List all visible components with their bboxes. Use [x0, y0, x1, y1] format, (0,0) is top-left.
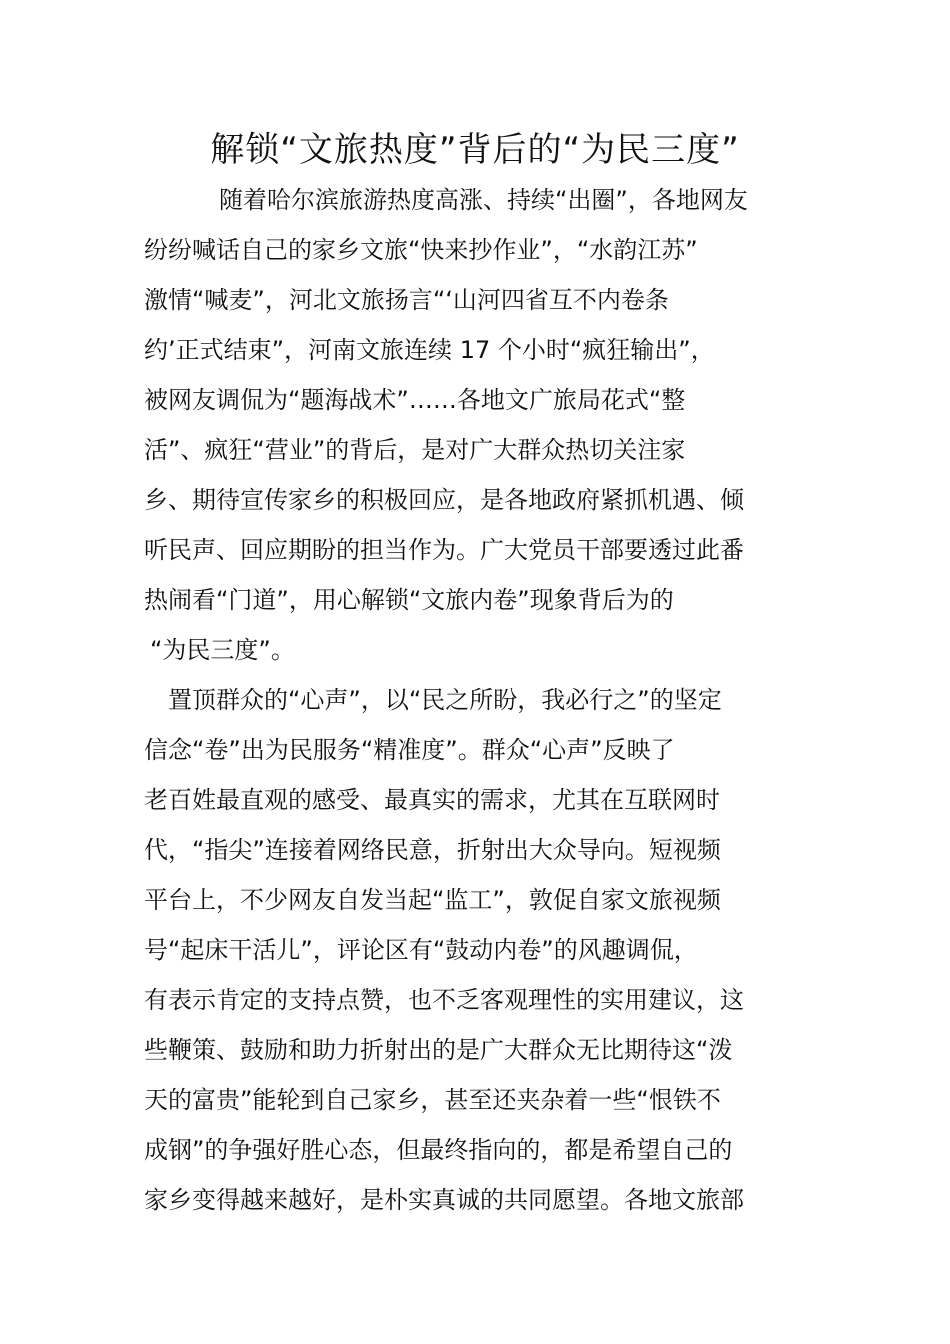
paragraph-1-line-6: 活”、疯狂“营业”的背后，是对广大群众热切关注家 [144, 436, 686, 464]
paragraph-2-line-5: 平台上，不少网友自发当起“监工”，敦促自家文旅视频 [144, 886, 721, 914]
paragraph-2-line-6: 号“起床干活儿”，评论区有“鼓动内卷”的风趣调侃， [144, 936, 698, 964]
paragraph-2-line-4: 代，“指尖”连接着网络民意，折射出大众导向。短视频 [144, 836, 721, 864]
paragraph-1-line-2: 纷纷喊话自己的家乡文旅“快来抄作业”，“水韵江苏” [144, 236, 698, 264]
paragraph-1-line-8: 听民声、回应期盼的担当作为。广大党员干部要透过此番 [144, 536, 744, 564]
paragraph-1-line-3: 激情“喊麦”，河北文旅扬言“‘山河四省互不内卷条 [144, 286, 669, 314]
paragraph-1-line-4: 约’正式结束”，河南文旅连续 17 个小时“疯狂输出”， [144, 336, 715, 364]
document-title: 解锁“文旅热度”背后的“为民三度” [210, 130, 740, 170]
paragraph-2-line-10: 成钢”的争强好胜心态，但最终指向的，都是希望自己的 [144, 1136, 733, 1164]
paragraph-2-line-11: 家乡变得越来越好，是朴实真诚的共同愿望。各地文旅部 [144, 1186, 744, 1214]
paragraph-1-line-9: 热闹看“门道”，用心解锁“文旅内卷”现象背后为的 [144, 586, 674, 614]
paragraph-2-line-2: 信念“卷”出为民服务“精准度”。群众“心声”反映了 [144, 736, 675, 764]
paragraph-1-line-10: “为民三度”。 [150, 636, 295, 664]
paragraph-2-line-1: 置顶群众的“心声”，以“民之所盼，我必行之”的坚定 [168, 686, 722, 714]
paragraph-1-line-1: 随着哈尔滨旅游热度高涨、持续“出圈”，各地网友 [219, 186, 748, 214]
paragraph-2-line-3: 老百姓最直观的感受、最真实的需求，尤其在互联网时 [144, 786, 720, 814]
paragraph-2-line-7: 有表示肯定的支持点赞，也不乏客观理性的实用建议，这 [144, 986, 744, 1014]
paragraph-1-line-7: 乡、期待宣传家乡的积极回应，是各地政府紧抓机遇、倾 [144, 486, 744, 514]
paragraph-1-line-5: 被网友调侃为“题海战术”……各地文广旅局花式“整 [144, 386, 686, 414]
paragraph-2-line-8: 些鞭策、鼓励和助力折射出的是广大群众无比期待这“泼 [144, 1036, 733, 1064]
paragraph-2-line-9: 天的富贵”能轮到自己家乡，甚至还夹杂着一些“恨铁不 [144, 1086, 721, 1114]
